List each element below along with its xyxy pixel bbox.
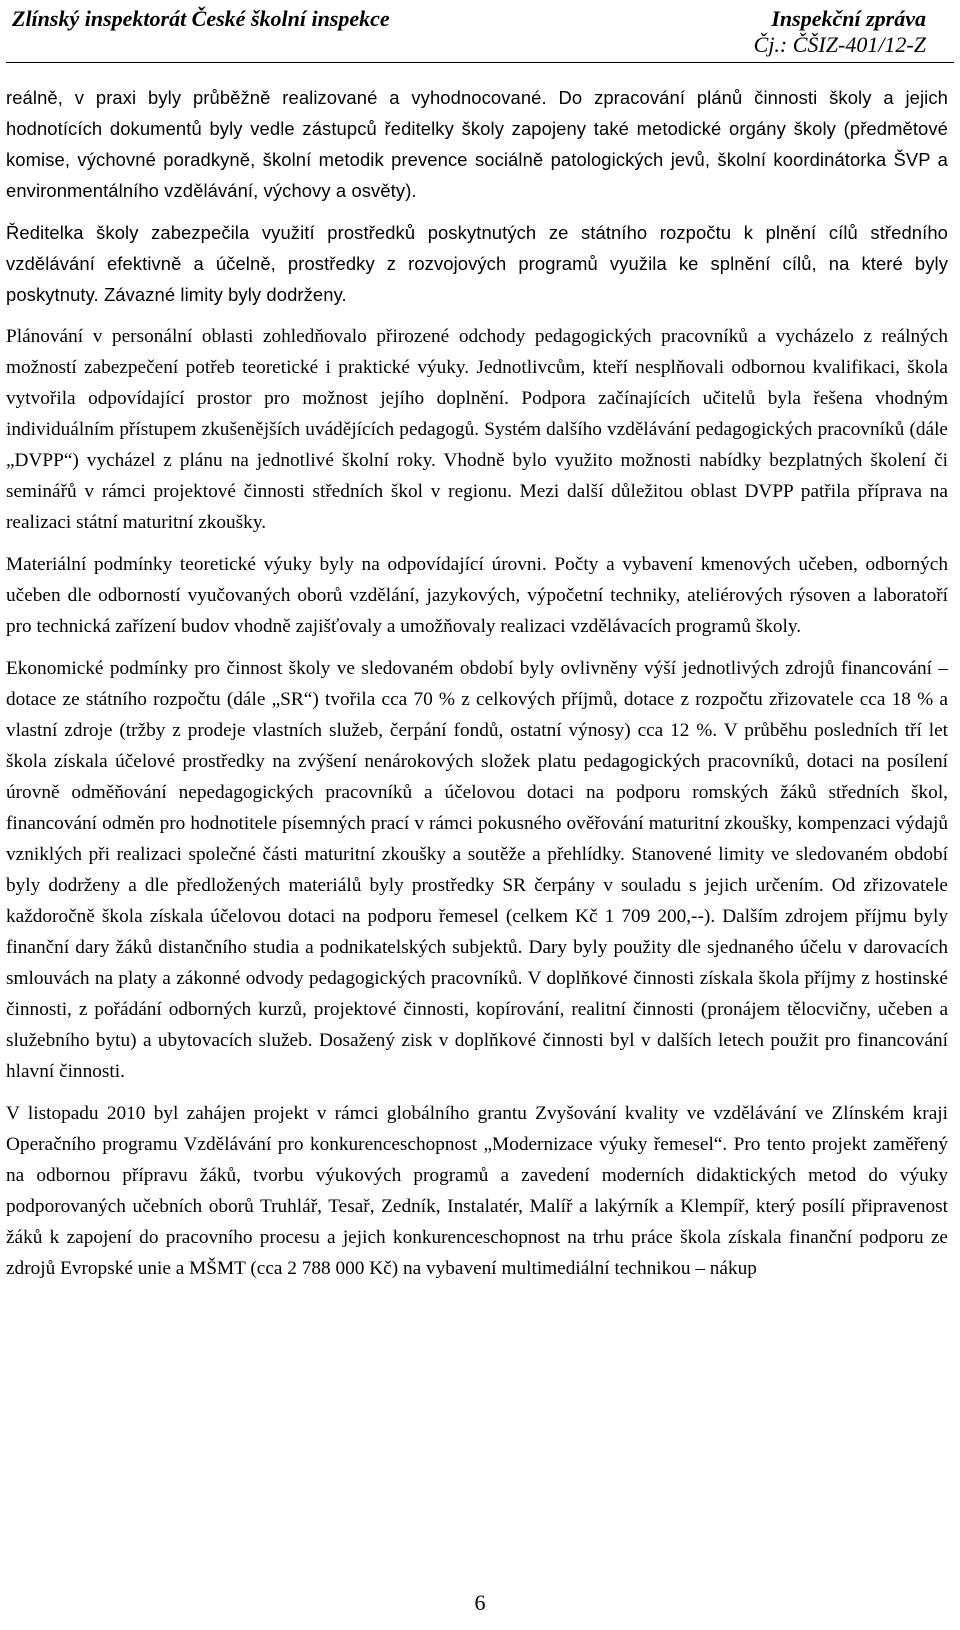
paragraph-material: Materiální podmínky teoretické výuky byly na odpovídající úrovni. Počty a vybavení kmenových učeben, odborných učeben dle odborností vyučovaných oborů vzdělání, jazykových, výpočetní techniky, ateliérových rýsoven a laboratoří pro technická zařízení budov vhodně zajišťovaly a umožňovaly realizaci vzdělávacích programů školy. [6, 554, 948, 637]
paragraph-budget: Ředitelka školy zabezpečila využití prostředků poskytnutých ze státního rozpočtu k plnění cílů středního vzdělávání efektivně a účelně, prostředky z rozvojových programů využila ke splnění cílů, na které byly poskytnuty. Závazné limity byly dodrženy. [6, 222, 948, 305]
header-report-info [754, 6, 926, 58]
paragraph-economic: Ekonomické podmínky pro činnost školy ve sledovaném období byly ovlivněny výší jednotlivých zdrojů financování – dotace ze státního rozpočtu (dále „SR“) tvořila cca 70 % z celkových příjmů, dotace z rozpočtu zřizovatele cca 18 % a vlastní zdroje (tržby z prodeje vlastních služeb, čerpání fondů, ostatní výnosy) cca 12 %. V průběhu posledních tří let škola získala účelové prostředky na zvýšení nenárokových složek platu pedagogických pracovníků, dotaci na posílení úrovně odměňování nepedagogických pracovníků a účelovou dotaci na podporu romských žáků středních škol, financování odměn pro hodnotitele písemných prací v rámci pokusného ověřování maturitní zkoušky, kompenzaci výdajů vzniklých při realizaci společné části maturitní zkoušky a soutěže a přehlídky. Stanovené limity ve sledovaném období byly dodrženy a dle předložených materiálů byly prostředky SR čerpány v souladu s jejich určením. Od zřizovatele každoročně škola získala účelovou dotaci na podporu řemesel (celkem Kč 1 709 200,--). Dalším zdrojem příjmu byly finanční dary žáků distančního studia a podnikatelských subjektů. Dary byly použity dle sjednaného účelu v darovacích smlouvách na platy a zákonné odvody pedagogických pracovníků. V doplňkové činnosti získala škola příjmy z hostinské činnosti, z pořádání odborných kurzů, projektové činnosti, kopírování, realitní činnosti (pronájem tělocvičny, učeben a služebního bytu) a ubytovacích služeb. Dosažený zisk v doplňkové činnosti byl v dalších letech použit pro financování hlavní činnosti. [6, 658, 948, 1082]
page-number: 6 [474, 1590, 486, 1615]
paragraph-project: V listopadu 2010 byl zahájen projekt v rámci globálního grantu Zvyšování kvality ve vzdělávání ve Zlínském kraji Operačního programu Vzdělávání pro konkurenceschopnost „Modernizace výuky řemesel“. Pro tento projekt zaměřený na odbornou přípravu žáků, tvorbu výukových programů a zavedení moderních didaktických metod do výuky podporovaných učebních oborů Truhlář, Tesař, Zedník, Instalatér, Malíř a lakýrník a Klempíř, který posílí připravenost žáků k zapojení do pracovního procesu a jejich konkurenceschopnost na trhu práce škola získala finanční podporu ze zdrojů Evropské unie a MŠMT (cca 2 788 000 Kč) na vybavení multimediální technikou – nákup [6, 1103, 948, 1279]
header-reference-number: Čj.: ČŠIZ-401/12-Z [753, 32, 926, 57]
header-divider [6, 62, 954, 63]
paragraph-planning: reálně, v praxi byly průběžně realizované a vyhodnocované. Do zpracování plánů činnosti školy a jejich hodnotících dokumentů byly vedle zástupců ředitelky školy zapojeny také metodické orgány školy (předmětové komise, výchovné poradkyně, školní metodik prevence sociálně patologických jevů, školní koordinátorka ŠVP a environmentálního vzdělávání, výchovy a osvěty). [6, 87, 948, 201]
paragraph-personnel: Plánování v personální oblasti zohledňovalo přirozené odchody pedagogických pracovníků a vycházelo z reálných možností zabezpečení potřeb teoretické i praktické výuky. Jednotlivcům, kteří nesplňovali odbornou kvalifikaci, škola vytvořila odpovídající prostor pro možnost jejího doplnění. Podpora začínajících učitelů byla řešena vhodným individuálním přístupem zkušenějších uvádějících pedagogů. Systém dalšího vzdělávání pedagogických pracovníků (dále „DVPP“) vycházel z plánu na jednotlivé školní roky. Vhodně bylo využito možnosti nabídky bezplatných školení či seminářů v rámci projektové činnosti středních škol v regionu. Mezi další důležitou oblast DVPP patřila příprava na realizaci státní maturitní zkoušky. [6, 326, 948, 533]
header-report-title: Inspekční zpráva [771, 6, 926, 31]
document-body [6, 82, 948, 1295]
page-header [6, 0, 932, 62]
header-inspectorate: Zlínský inspektorát České školní inspekce [12, 6, 390, 31]
